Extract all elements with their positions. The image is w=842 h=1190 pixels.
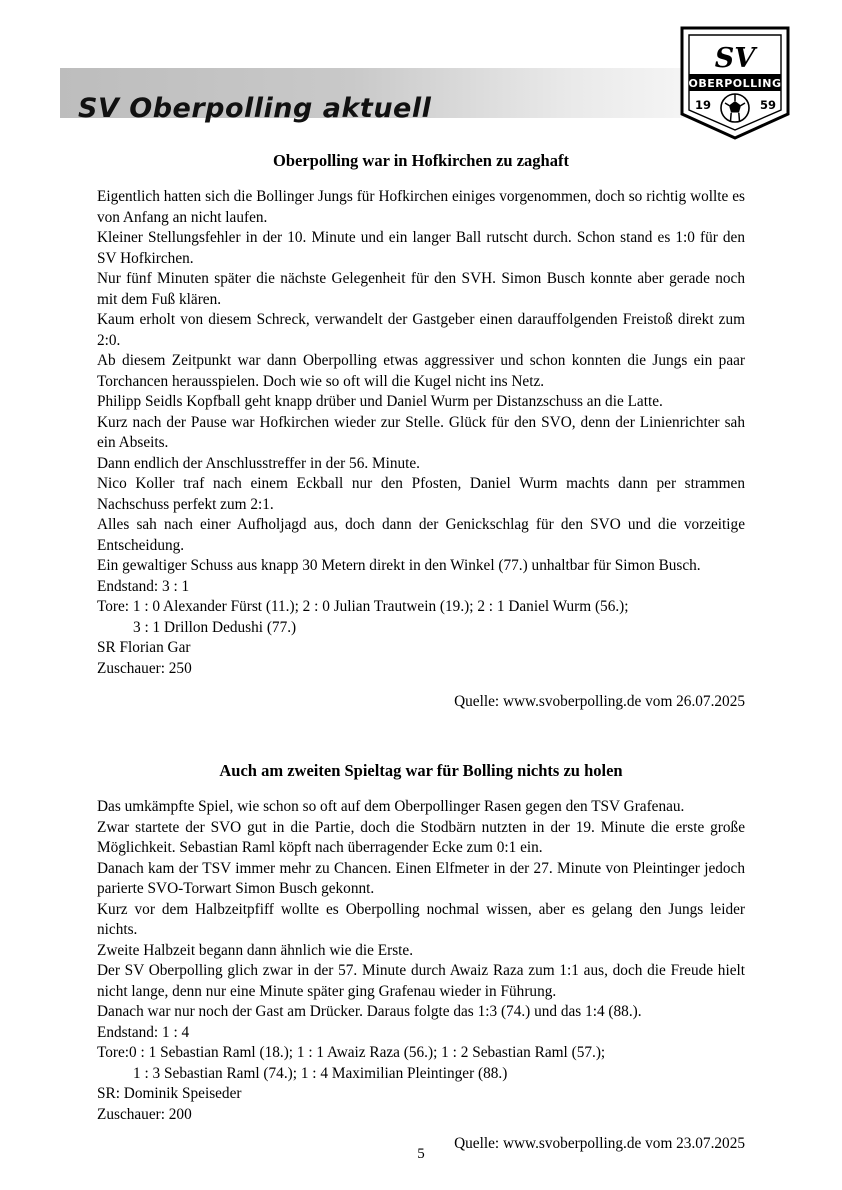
article-paragraph: 1 : 3 Sebastian Raml (74.); 1 : 4 Maximilian Pleintinger (88.) [133, 1064, 508, 1082]
article-paragraph: Der SV Oberpolling glich zwar in der 57. Minute durch Awaiz Raza zum 1:1 aus, doch die Freude hielt nicht lange, denn nur eine Minute später ging Grafenau wieder in Führung. [97, 962, 745, 1000]
article-paragraph: Ab diesem Zeitpunkt war dann Oberpolling etwas aggressiver und schon konnten die Jungs ein paar Torchancen herausspielen. Doch wie so oft will die Kugel nicht ins Netz. [97, 352, 745, 390]
article-paragraph: Endstand: 1 : 4 [97, 1023, 190, 1041]
article-paragraph: Ein gewaltiger Schuss aus knapp 30 Metern direkt in den Winkel (77.) unhaltbar für Simon Busch. [97, 557, 701, 575]
article-body [97, 797, 745, 1125]
article-paragraph: SR Florian Gar [97, 639, 191, 657]
svg-text:SV: SV [714, 43, 756, 74]
article-paragraph: 3 : 1 Drillon Dedushi (77.) [133, 618, 297, 636]
article-paragraph: Nur fünf Minuten später die nächste Gelegenheit für den SVH. Simon Busch konnte aber gerade noch mit dem Fuß klären. [97, 270, 745, 308]
article-paragraph: Tore: 1 : 0 Alexander Fürst (11.); 2 : 0 Julian Trautwein (19.); 2 : 1 Daniel Wurm (56.); [97, 598, 629, 616]
svg-text:59: 59 [759, 98, 777, 112]
masthead-title: SV Oberpolling aktuell [78, 93, 432, 124]
article-paragraph: Dann endlich der Anschlusstreffer in der 56. Minute. [97, 454, 420, 472]
article-grafenau [0, 760, 842, 1153]
article-paragraph: Danach war nur noch der Gast am Drücker. Daraus folgte das 1:3 (74.) und das 1:4 (88.). [97, 1003, 642, 1021]
article-paragraph: Philipp Seidls Kopfball geht knapp drüber und Daniel Wurm per Distanzschuss an die Latte. [97, 393, 663, 411]
article-paragraph: Endstand: 3 : 1 [97, 577, 190, 595]
article-paragraph: Zweite Halbzeit begann dann ähnlich wie die Erste. [97, 941, 414, 959]
article-paragraph: Kleiner Stellungsfehler in der 10. Minute und ein langer Ball rutscht durch. Schon stand es 1:0 für den SV Hofkirchen. [97, 229, 745, 267]
article-paragraph: Alles sah nach einer Aufholjagd aus, doch dann der Genickschlag für den SVO und die vorzeitige Entscheidung. [97, 516, 745, 554]
svg-text:OBERPOLLING: OBERPOLLING [688, 77, 782, 90]
svg-text:19: 19 [694, 98, 712, 112]
article-headline: Auch am zweiten Spieltag war für Bolling nichts zu holen [219, 761, 623, 780]
club-crest [676, 22, 794, 144]
soccer-ball-icon [721, 94, 749, 122]
article-paragraph: Kurz nach der Pause war Hofkirchen wieder zur Stelle. Glück für den SVO, denn der Linienrichter sah ein Abseits. [97, 413, 745, 452]
article-hofkirchen [0, 150, 842, 711]
article-paragraph: Kurz vor dem Halbzeitpfiff wollte es Oberpolling nochmal wissen, aber es gelang den Jungs leider nichts. [97, 900, 745, 939]
article-paragraph: Nico Koller traf nach einem Eckball nur den Pfosten, Daniel Wurm machts dann per strammen Nachschuss perfekt zum 2:1. [97, 475, 745, 513]
article-source: Quelle: www.svoberpolling.de vom 26.07.2025 [454, 693, 745, 711]
article-paragraph: Zuschauer: 250 [97, 659, 192, 677]
article-headline: Oberpolling war in Hofkirchen zu zaghaft [273, 151, 569, 170]
article-paragraph: Zwar startete der SVO gut in die Partie, doch die Stodbärn nutzten in der 19. Minute die erste große Möglichkeit. Sebastian Raml köpft nach überragender Ecke zum 0:1 ein. [97, 818, 745, 857]
article-paragraph: Das umkämpfte Spiel, wie schon so oft auf dem Oberpollinger Rasen gegen den TSV Grafenau. [97, 798, 685, 816]
article-paragraph: Eigentlich hatten sich die Bollinger Jungs für Hofkirchen einiges vorgenommen, doch so richtig wollte es von Anfang an nicht laufen. [97, 188, 745, 226]
page-number: 5 [417, 1146, 425, 1162]
article-paragraph: Danach kam der TSV immer mehr zu Chancen. Einen Elfmeter in der 27. Minute von Pleintinger jedoch parierte SVO-Torwart Simon Busch gekonnt. [97, 859, 745, 898]
article-body [97, 187, 745, 679]
article-paragraph: Kaum erholt von diesem Schreck, verwandelt der Gastgeber einen darauffolgenden Freistoß direkt zum 2:0. [97, 311, 745, 349]
article-paragraph: Zuschauer: 200 [97, 1105, 192, 1123]
article-paragraph: Tore:0 : 1 Sebastian Raml (18.); 1 : 1 Awaiz Raza (56.); 1 : 2 Sebastian Raml (57.); [97, 1044, 606, 1062]
article-source: Quelle: www.svoberpolling.de vom 23.07.2025 [454, 1135, 745, 1153]
article-paragraph: SR: Dominik Speiseder [97, 1085, 242, 1103]
